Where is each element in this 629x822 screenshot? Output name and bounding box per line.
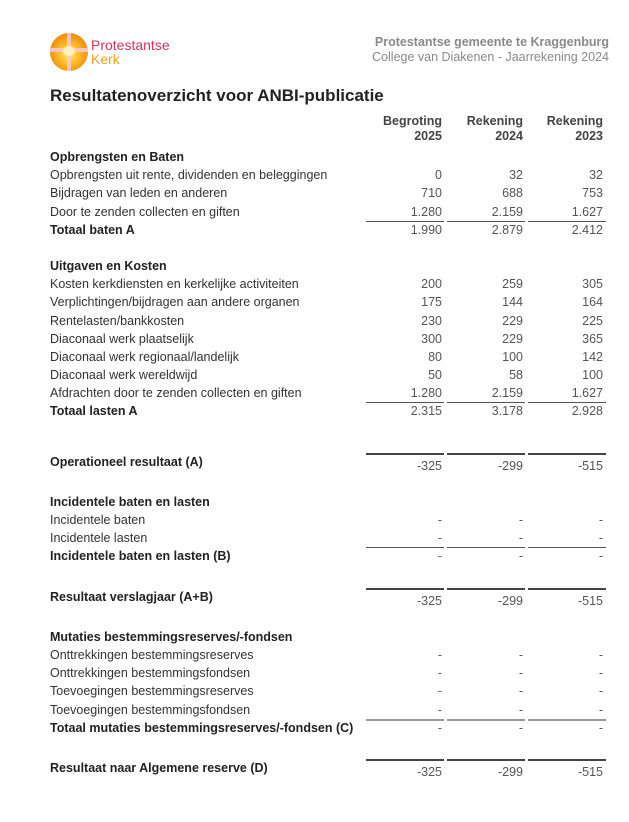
row-value: 688 [502,186,523,201]
row-value: - [518,720,523,735]
table-row [50,203,610,221]
organization-subtitle: College van Diakenen - Jaarrekening 2024 [372,50,609,64]
row-label: Uitgaven en Kosten [50,258,167,273]
row-value: -325 [416,764,442,779]
row-value: - [598,684,603,699]
row-value: - [518,684,523,699]
row-value: - [598,702,603,717]
row-value: 58 [509,368,523,383]
section-heading [50,148,610,166]
row-value: 1.280 [410,204,442,219]
row-value: - [518,666,523,681]
row-value: -299 [497,764,523,779]
row-value: 1.280 [410,386,442,401]
row-label: Resultaat verslagjaar (A+B) [50,589,213,604]
result-row [50,588,610,606]
row-value: 200 [421,277,442,292]
table-row [50,275,610,293]
row-label: Resultaat naar Algemene reserve (D) [50,760,268,775]
column-header-begroting-2025: Begroting 2025 [382,114,442,143]
row-value: 2.159 [491,204,523,219]
row-label: Verplichtingen/bijdragen aan andere organen [50,295,300,310]
row-value: - [437,666,442,681]
logo-line-2: Kerk [91,51,120,67]
row-value: 710 [421,186,442,201]
row-label: Kosten kerkdiensten en kerkelijke activiteiten [50,277,299,292]
column-headers [50,114,610,148]
row-value: 164 [582,295,603,310]
row-value: 100 [502,349,523,364]
row-value: - [598,720,603,735]
row-value: 32 [509,168,523,183]
result-row [50,453,610,471]
row-value: 2.412 [571,222,603,237]
row-value: - [598,513,603,527]
row-label: Incidentele baten en lasten [50,494,210,509]
row-value: 142 [582,349,603,364]
row-label: Onttrekkingen bestemmingsreserves [50,647,254,662]
logo-line-1: Protestantse [91,37,170,53]
protestantse-kerk-logo [50,33,170,71]
section-heading [50,257,610,275]
total-line [528,588,606,590]
table-row [50,701,610,719]
table-row [50,166,610,184]
row-value: -299 [497,593,523,608]
row-value: - [437,513,442,527]
row-value: 300 [421,331,442,346]
row-value: - [518,531,523,546]
total-line [366,759,444,761]
row-value: 229 [502,313,523,328]
row-value: -515 [577,593,603,608]
row-value: 365 [582,331,603,346]
total-line [528,453,606,455]
row-label: Incidentele baten en lasten (B) [50,549,231,564]
row-value: 0 [435,168,442,183]
cross-sun-icon [50,33,88,71]
row-value: -515 [577,458,603,473]
row-label: Opbrengsten uit rente, dividenden en beleggingen [50,168,328,183]
total-row [50,402,610,420]
row-value: 2.879 [491,222,523,237]
row-label: Diaconaal werk wereldwijd [50,368,198,383]
row-label: Rentelasten/bankkosten [50,313,185,328]
row-label: Toevoegingen bestemmingsfondsen [50,702,251,717]
organization-header [372,35,609,65]
row-value: 1.990 [410,222,442,237]
row-value: 2.159 [491,386,523,401]
row-value: 229 [502,331,523,346]
row-label: Bijdragen van leden en anderen [50,186,228,201]
row-value: - [518,647,523,662]
row-value: - [437,647,442,662]
table-row [50,646,610,664]
total-line [366,453,444,455]
row-label: Door te zenden collecten en giften [50,204,240,219]
row-value: 225 [582,313,603,328]
table-row [50,330,610,348]
table-row [50,366,610,384]
row-value: 2.315 [410,404,442,419]
column-header-rekening-2024: Rekening 2024 [466,114,523,143]
total-row [50,221,610,239]
row-value: - [437,702,442,717]
row-value: -299 [497,458,523,473]
row-value: 50 [428,368,442,383]
row-value: -325 [416,593,442,608]
row-value: - [437,531,442,546]
row-label: Afdrachten door te zenden collecten en giften [50,386,302,401]
row-value: - [518,549,523,564]
total-row [50,719,610,737]
table-row [50,529,610,547]
table-row [50,511,610,529]
row-value: - [518,513,523,527]
table-row [50,348,610,366]
row-label: Totaal mutaties bestemmingsreserves/-fondsen (C) [50,720,354,735]
row-label: Diaconaal werk plaatselijk [50,331,194,346]
total-line [528,759,606,761]
row-value: 3.178 [491,404,523,419]
row-value: 1.627 [571,386,603,401]
total-row [50,547,610,565]
row-value: - [437,720,442,735]
row-label: Totaal baten A [50,222,135,237]
page-title: Resultatenoverzicht voor ANBI-publicatie [50,86,384,105]
row-label: Incidentele lasten [50,531,148,546]
row-label: Totaal lasten A [50,404,138,419]
row-value: 305 [582,277,603,292]
result-row [50,759,610,777]
section-heading [50,628,610,646]
row-label: Onttrekkingen bestemmingsfondsen [50,666,251,681]
table-row [50,293,610,311]
row-value: - [598,549,603,564]
table-row [50,384,610,402]
row-value: - [598,647,603,662]
row-value: 2.928 [571,404,603,419]
row-label: Mutaties bestemmingsreserves/-fondsen [50,629,293,644]
row-label: Operationeel resultaat (A) [50,454,203,469]
total-line [366,588,444,590]
table-row [50,184,610,202]
total-line [447,588,525,590]
total-line [447,759,525,761]
column-header-rekening-2023: Rekening 2023 [546,114,603,143]
organization-name: Protestantse gemeente te Kraggenburg [374,35,609,49]
row-label: Toevoegingen bestemmingsreserves [50,684,254,699]
results-table [50,114,610,777]
total-line [447,453,525,455]
row-label: Incidentele baten [50,513,146,527]
row-value: 80 [428,349,442,364]
row-value: -515 [577,764,603,779]
logo-text [91,38,170,66]
row-value: 259 [502,277,523,292]
row-value: 1.627 [571,204,603,219]
row-value: - [437,684,442,699]
row-value: 144 [502,295,523,310]
row-value: 230 [421,313,442,328]
table-row [50,312,610,330]
row-value: - [598,666,603,681]
row-value: 175 [421,295,442,310]
row-value: 32 [589,168,603,183]
table-row [50,664,610,682]
row-value: - [598,531,603,546]
row-value: - [437,549,442,564]
row-label: Opbrengsten en Baten [50,150,185,164]
row-value: 753 [582,186,603,201]
section-heading [50,493,610,511]
row-value: -325 [416,458,442,473]
row-value: 100 [582,368,603,383]
row-value: - [518,702,523,717]
row-label: Diaconaal werk regionaal/landelijk [50,349,239,364]
table-row [50,682,610,700]
